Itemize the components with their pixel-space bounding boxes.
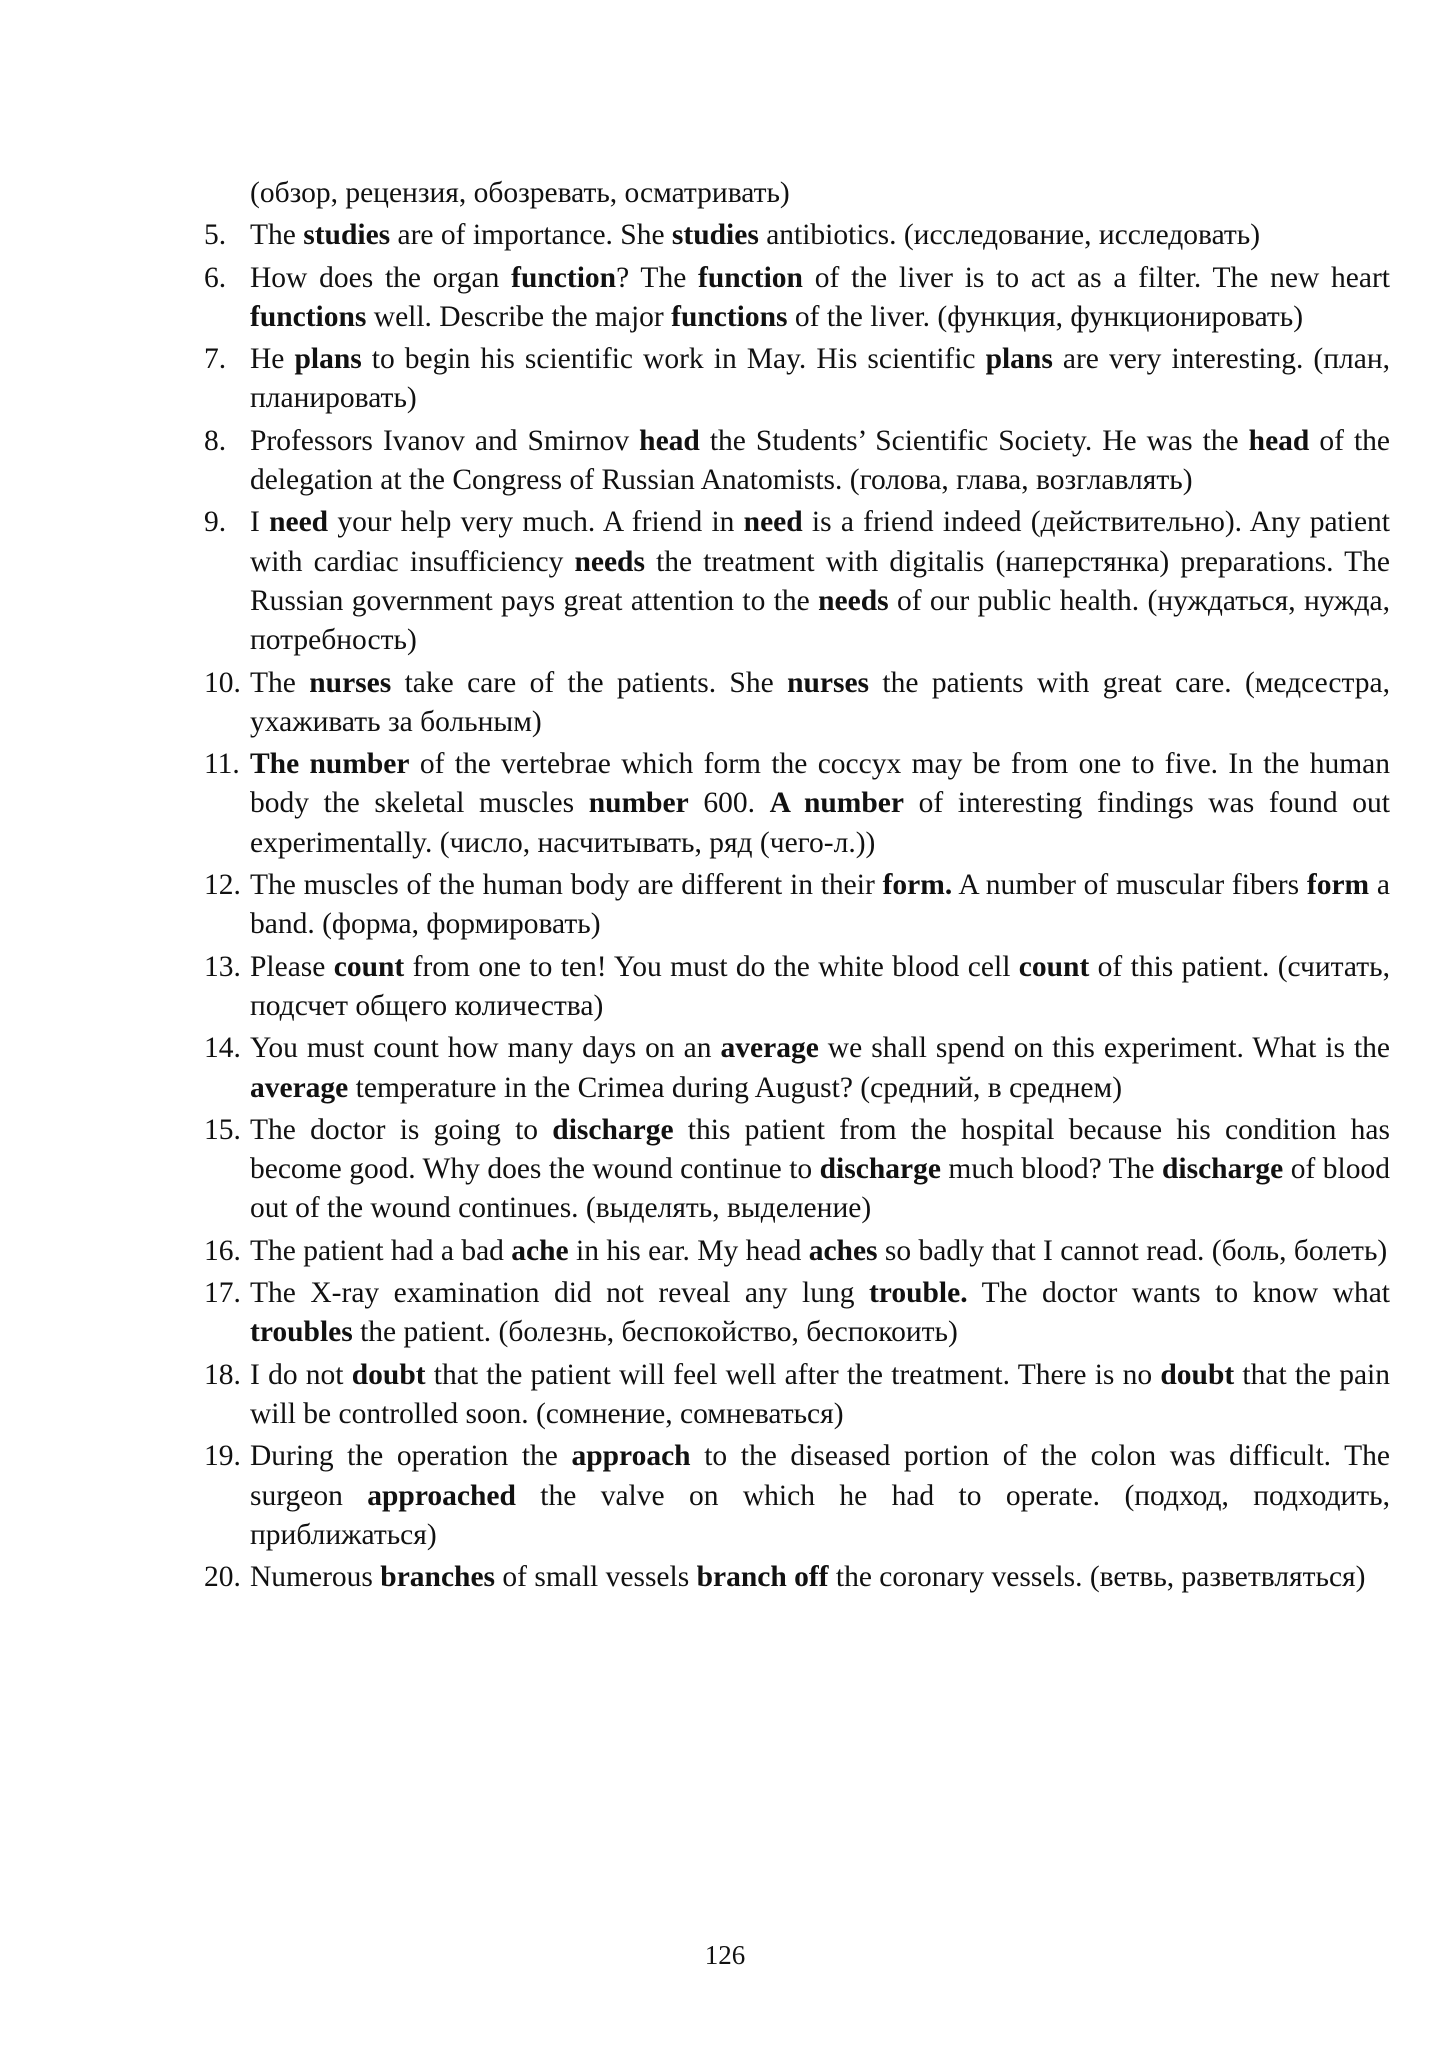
- text-segment: The: [250, 219, 304, 252]
- item-text: [250, 219, 1260, 251]
- item-text: [250, 748, 1390, 859]
- item-text: [250, 869, 1390, 940]
- text-segment: of our public health. (нуждаться, нужда, потребность): [250, 584, 1390, 657]
- item-number: 13.: [204, 950, 241, 983]
- keyword: branches: [380, 1561, 496, 1594]
- list-item: [204, 422, 1390, 501]
- text-segment: of the delegation at the Congress of Russian Anatomists. (голова, глава, возглавлять): [250, 424, 1390, 497]
- item-text: [250, 667, 1390, 738]
- text-segment: that the pain will be controlled soon. (сомнение, сомневаться): [250, 1358, 1390, 1430]
- text-segment: The: [250, 666, 310, 699]
- item-text: [250, 1032, 1390, 1103]
- text-segment: this patient from the hospital because his condition has become good. Why does the wound continue to: [250, 1113, 1391, 1186]
- text-segment: that the patient will feel well after the treatment. There is no: [425, 1358, 1161, 1391]
- item-number: 5.: [204, 219, 227, 252]
- list-item: [204, 340, 1390, 419]
- text-segment: How does the organ: [250, 261, 512, 294]
- keyword: discharge: [552, 1113, 674, 1146]
- text-segment: During the operation the: [250, 1440, 572, 1473]
- text-segment: The muscles of the human body are different in their: [250, 869, 883, 902]
- keyword: form: [1306, 869, 1370, 902]
- text-segment: I: [250, 506, 270, 539]
- text-segment: of interesting findings was found out experimentally. (число, насчитывать, ряд (чего-л.)): [250, 787, 1390, 859]
- list-item: [204, 503, 1390, 660]
- text-segment: from one to ten! You must do the white blood cell: [404, 950, 1019, 983]
- keyword: function: [511, 261, 617, 294]
- text-segment: The X-ray examination did not reveal any lung: [250, 1277, 869, 1310]
- list-item: [204, 866, 1390, 945]
- exercise-list: [204, 174, 1390, 1597]
- text-segment: He: [250, 343, 295, 376]
- keyword: needs: [818, 584, 889, 617]
- list-item: [204, 745, 1390, 863]
- list-item: [204, 216, 1390, 255]
- item-text: [250, 1277, 1390, 1348]
- text-segment: temperature in the Crimea during August? (средний, в среднем): [348, 1071, 1123, 1104]
- keyword: plans: [985, 343, 1053, 376]
- text-segment: take care of the patients. She: [391, 666, 788, 699]
- item-number: 6.: [204, 261, 227, 294]
- keyword: troubles: [250, 1316, 353, 1349]
- item-number: 20.: [204, 1561, 241, 1594]
- keyword: functions: [250, 300, 367, 333]
- list-item: [204, 1274, 1390, 1353]
- item-number: 12.: [204, 869, 241, 902]
- text-segment: 600.: [688, 787, 770, 820]
- text-segment: Numerous: [250, 1561, 381, 1594]
- keyword: function: [698, 261, 803, 294]
- text-segment: the valve on which he had to operate. (подход, подходить, приближаться): [250, 1479, 1390, 1551]
- text-segment: of blood out of the wound continues. (выделять, выделение): [250, 1153, 1390, 1225]
- text-segment: You must count how many days on an: [250, 1032, 721, 1065]
- item-number: 18.: [204, 1358, 241, 1391]
- list-item: [204, 1437, 1390, 1555]
- item-text: [250, 1561, 1365, 1593]
- list-item: [204, 664, 1390, 743]
- keyword: number: [588, 787, 689, 820]
- keyword: needs: [574, 545, 645, 578]
- text-segment: of this patient. (считать, подсчет общего количества): [250, 950, 1390, 1022]
- item-number: 16.: [204, 1234, 241, 1267]
- keyword: average: [250, 1071, 349, 1104]
- list-item: [204, 1111, 1390, 1229]
- keyword: count: [333, 950, 405, 983]
- keyword: doubt: [351, 1358, 426, 1391]
- text-segment: much blood? The: [940, 1153, 1162, 1186]
- keyword: functions: [671, 300, 788, 333]
- list-items: [204, 216, 1390, 1597]
- text-segment: so badly that I cannot read. (боль, болеть): [877, 1234, 1388, 1267]
- keyword: trouble.: [868, 1277, 968, 1310]
- text-segment: to the diseased portion of the colon was difficult. The surgeon: [250, 1440, 1390, 1512]
- text-segment: of the liver is to act as a filter. The new heart: [802, 261, 1390, 294]
- text-segment: A number of muscular fibers: [952, 869, 1307, 902]
- text-segment: I do not: [250, 1358, 352, 1391]
- item-text: [250, 506, 1390, 656]
- text-segment: the coronary vessels. (ветвь, разветвляться): [828, 1561, 1366, 1594]
- item-text: [250, 1235, 1387, 1267]
- keyword: need: [269, 506, 329, 539]
- page-number: 126: [704, 1940, 746, 1970]
- list-item: [204, 1558, 1390, 1597]
- text-segment: The doctor wants to know what: [967, 1277, 1390, 1310]
- keyword: A number: [769, 787, 904, 820]
- keyword: approached: [367, 1479, 516, 1512]
- text-segment: of the liver. (функция, функционировать): [787, 300, 1304, 333]
- list-item: [204, 1356, 1390, 1435]
- text-segment: Please: [250, 950, 334, 983]
- item-number: 17.: [204, 1277, 241, 1310]
- text-segment: well. Describe the major: [366, 300, 672, 333]
- item-text: [250, 1440, 1390, 1551]
- list-item: [204, 948, 1390, 1027]
- text-segment: is a friend indeed (действительно). Any patient with cardiac insufficiency: [250, 506, 1390, 578]
- item-number: 15.: [204, 1113, 241, 1146]
- keyword: head: [639, 424, 700, 457]
- text-segment: are of importance. She: [390, 219, 672, 252]
- text-segment: we shall spend on this experiment. What is the: [818, 1032, 1390, 1065]
- item-text: [250, 951, 1390, 1022]
- item-text: [250, 1114, 1390, 1225]
- keyword: studies: [303, 219, 391, 252]
- item-number: 7.: [204, 343, 227, 376]
- item-text: [250, 262, 1390, 333]
- list-item: [204, 1232, 1390, 1271]
- text-segment: your help very much. A friend in: [328, 506, 744, 539]
- keyword: average: [720, 1032, 819, 1065]
- keyword: plans: [294, 343, 362, 376]
- text-segment: the treatment with digitalis (наперстянка) preparations. The Russian government pays great attention to the: [250, 545, 1390, 617]
- text-segment: a band. (форма, формировать): [250, 869, 1391, 941]
- item-text: [250, 1359, 1390, 1430]
- text-segment: The patient had a bad: [250, 1234, 512, 1267]
- keyword: need: [743, 506, 803, 539]
- list-item: [204, 259, 1390, 338]
- item-number: 19.: [204, 1440, 241, 1473]
- keyword: discharge: [819, 1153, 941, 1186]
- keyword: doubt: [1160, 1358, 1235, 1391]
- text-segment: antibiotics. (исследование, исследовать): [758, 219, 1261, 252]
- keyword: head: [1248, 424, 1310, 457]
- item-number: 14.: [204, 1032, 241, 1065]
- keyword: The number: [250, 748, 410, 781]
- item-number: 8.: [204, 424, 227, 457]
- text-segment: the Students’ Scientific Society. He was the: [699, 424, 1249, 457]
- keyword: form.: [882, 869, 953, 902]
- item-number: 11.: [204, 748, 240, 781]
- item-text: [250, 425, 1390, 496]
- text-segment: are very interesting. (план, планировать): [250, 343, 1390, 415]
- keyword: branch off: [696, 1561, 829, 1594]
- text-segment: in his ear. My head: [568, 1234, 809, 1267]
- keyword: ache: [511, 1234, 569, 1267]
- text-segment: of small vessels: [495, 1561, 697, 1594]
- keyword: approach: [571, 1440, 691, 1473]
- text-segment: ? The: [616, 261, 699, 294]
- keyword: aches: [808, 1234, 878, 1267]
- item-text: [250, 343, 1390, 414]
- keyword: nurses: [309, 666, 392, 699]
- keyword: nurses: [787, 666, 870, 699]
- text-segment: of the vertebrae which form the coccyx may be from one to five. In the human body the skeletal muscles: [250, 748, 1390, 820]
- text-segment: the patient. (болезнь, беспокойство, беспокоить): [352, 1316, 958, 1349]
- text-segment: to begin his scientific work in May. His scientific: [361, 343, 986, 376]
- text-segment: Professors Ivanov and Smirnov: [250, 424, 640, 457]
- keyword: discharge: [1161, 1153, 1284, 1186]
- item-number: 9.: [204, 506, 227, 539]
- item-number: 10.: [204, 666, 241, 699]
- text-segment: the patients with great care. (медсестра, ухаживать за больным): [250, 666, 1390, 738]
- keyword: count: [1018, 950, 1090, 983]
- text-segment: The doctor is going to: [250, 1113, 553, 1146]
- list-item: [204, 1029, 1390, 1108]
- keyword: studies: [671, 219, 759, 252]
- continuation-line: (обзор, рецензия, обозревать, осматривать): [250, 177, 790, 209]
